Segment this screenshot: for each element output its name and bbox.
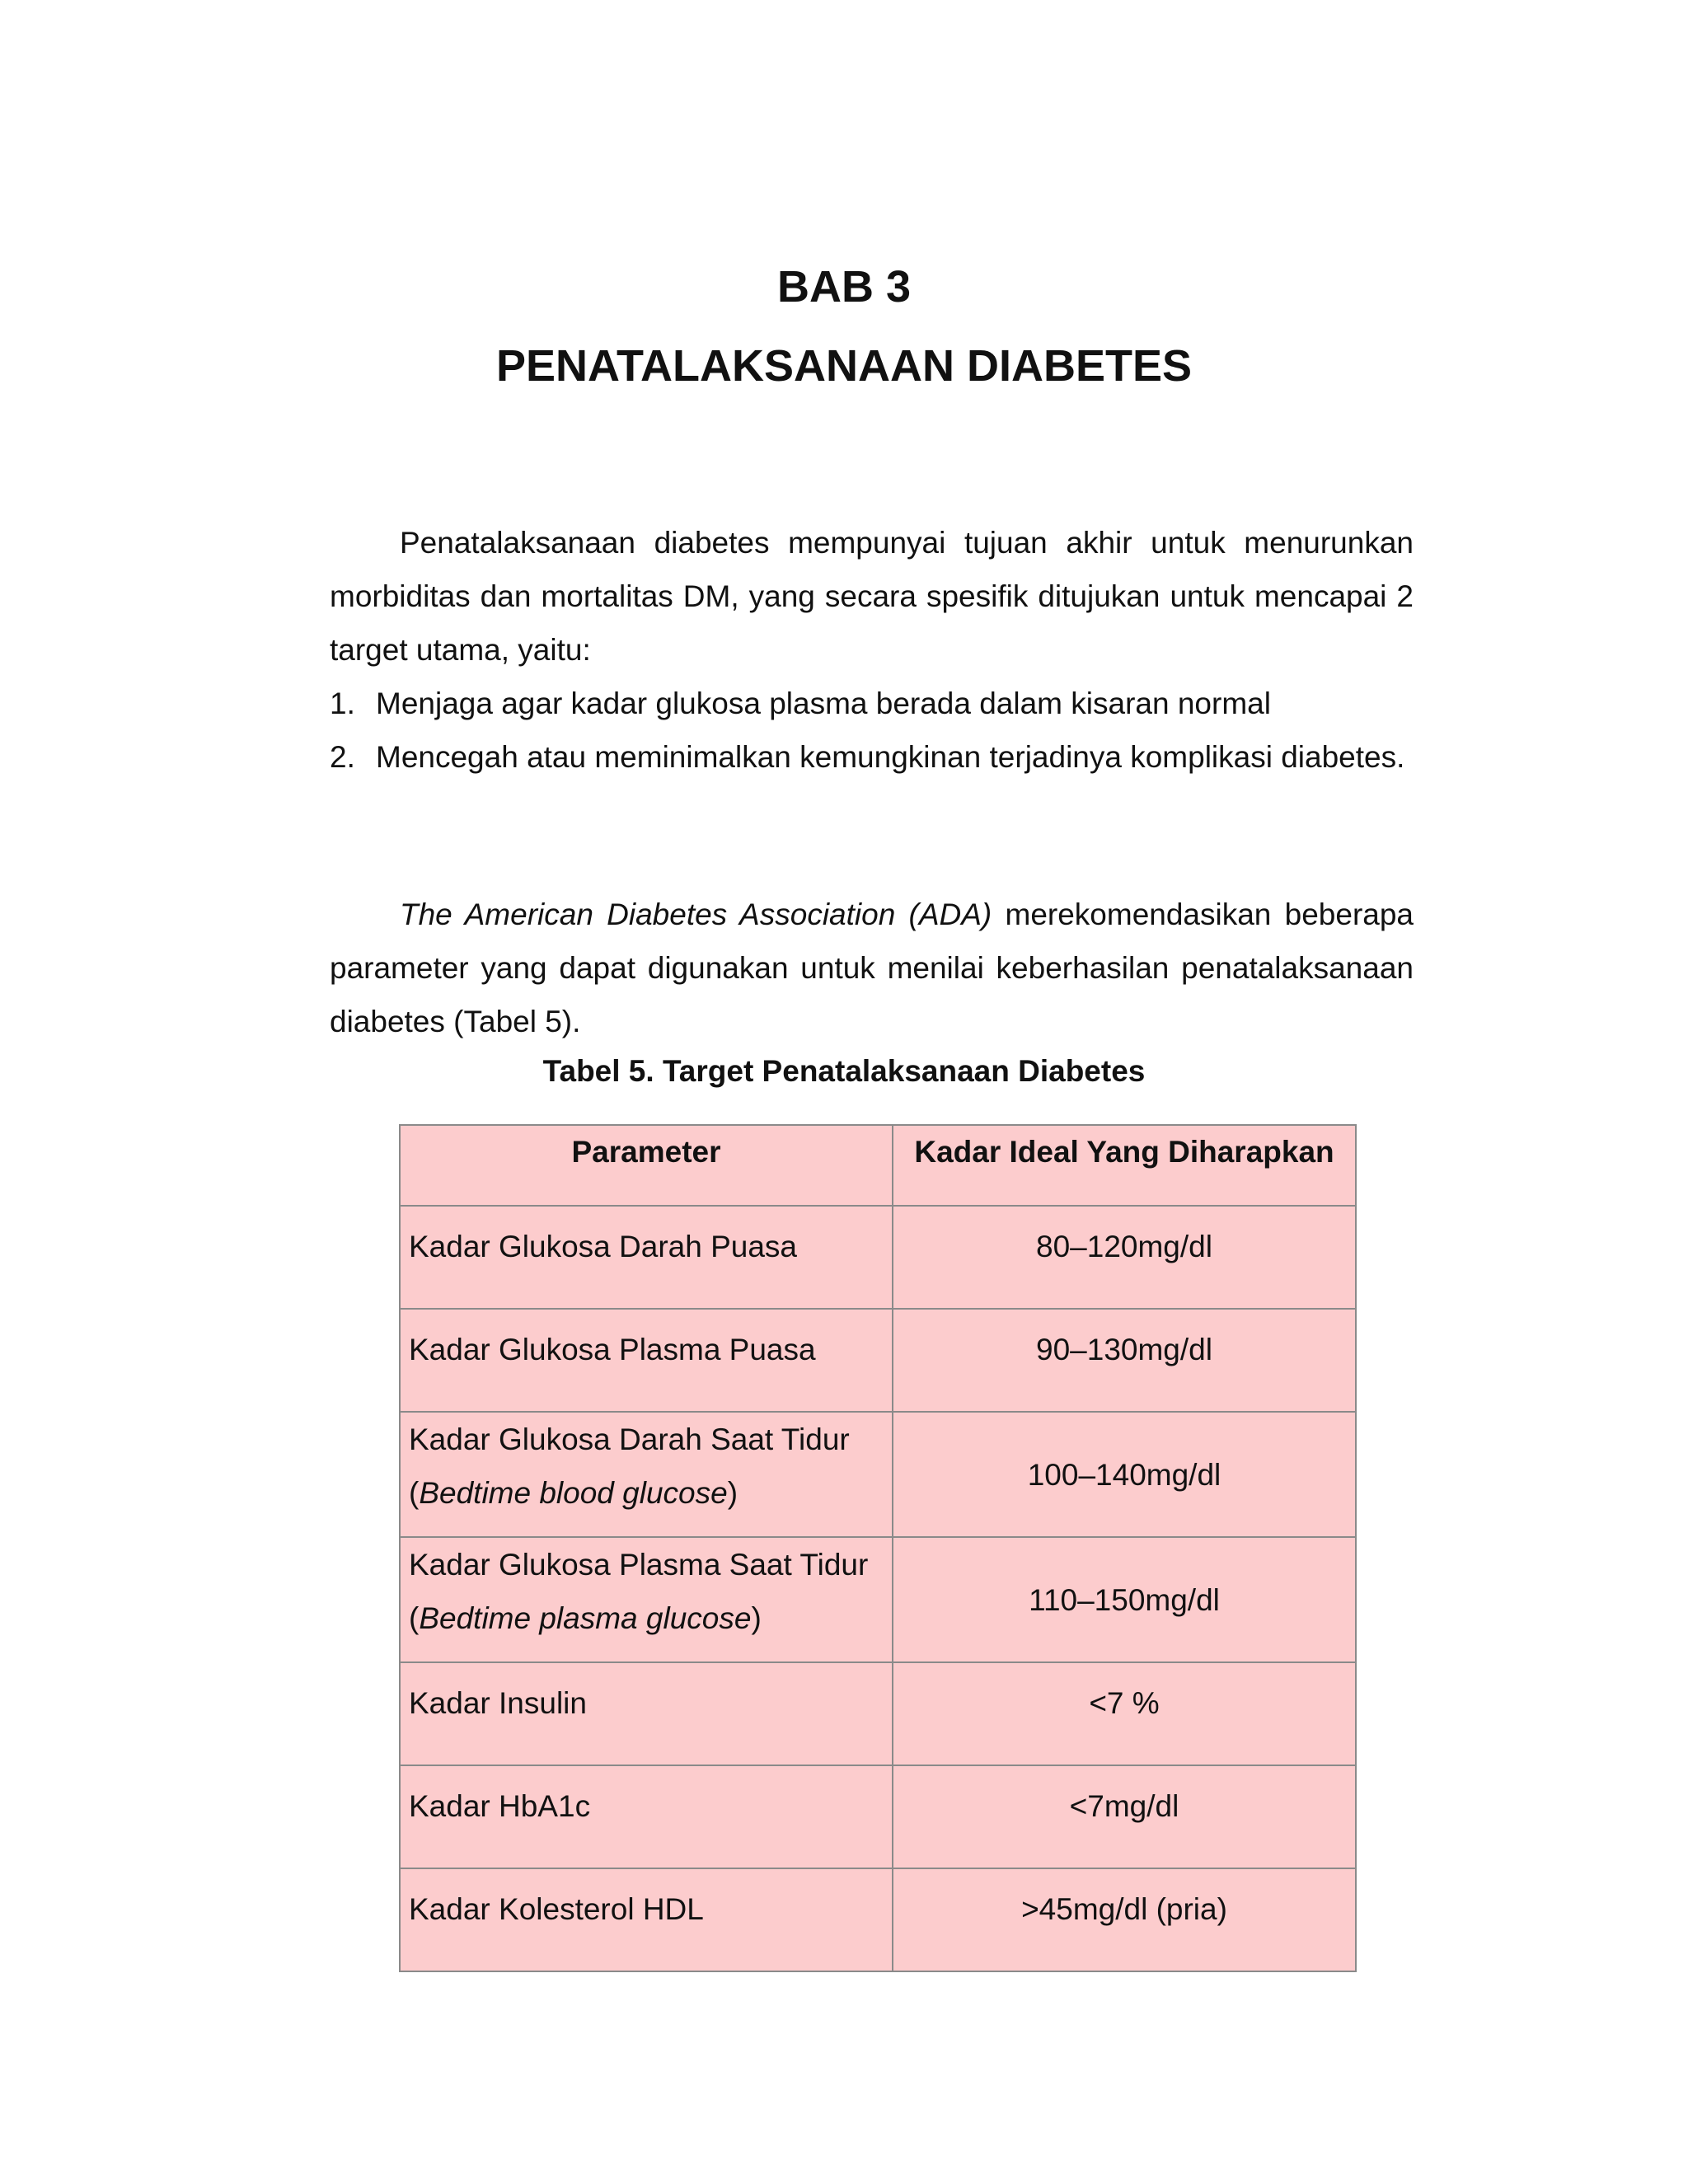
cell-parameter: Kadar Kolesterol HDL <box>400 1868 893 1971</box>
header-ideal-value: Kadar Ideal Yang Diharapkan <box>893 1125 1356 1206</box>
table-row <box>400 1868 1356 1971</box>
list-marker: 2. <box>330 740 355 774</box>
cell-parameter: Kadar Glukosa Plasma Saat Tidur (Bedtime plasma glucose) <box>400 1537 893 1662</box>
list-marker: 1. <box>330 687 355 720</box>
parameter-name: Kadar Glukosa Plasma Saat Tidur <box>409 1548 869 1582</box>
cell-value: 110–150mg/dl <box>893 1537 1356 1662</box>
cell-parameter: Kadar Glukosa Plasma Puasa <box>400 1309 893 1412</box>
cell-parameter: Kadar HbA1c <box>400 1765 893 1868</box>
table-row <box>400 1537 1356 1662</box>
cell-parameter: Kadar Insulin <box>400 1662 893 1765</box>
list-item <box>330 730 1414 784</box>
ada-italic-text: The American Diabetes Association (ADA) <box>400 898 992 931</box>
cell-value: >45mg/dl (pria) <box>893 1868 1356 1971</box>
chapter-title: PENATALAKSANAAN DIABETES <box>495 341 1192 391</box>
parameter-note: Bedtime blood glucose <box>419 1476 728 1510</box>
cell-value: 80–120mg/dl <box>893 1206 1356 1309</box>
chapter-number: BAB 3 <box>776 262 912 312</box>
cell-parameter: Kadar Glukosa Darah Saat Tidur (Bedtime blood glucose) <box>400 1412 893 1537</box>
ada-text <box>330 888 1414 1048</box>
table-header-row <box>400 1125 1356 1206</box>
table-row <box>400 1662 1356 1765</box>
parameter-name: Kadar Glukosa Darah Saat Tidur <box>409 1422 850 1456</box>
parameter-note: Bedtime plasma glucose <box>419 1601 752 1635</box>
table-row <box>400 1206 1356 1309</box>
list-item-text: Mencegah atau meminimalkan kemungkinan terjadinya komplikasi diabetes. <box>376 740 1405 774</box>
cell-parameter: Kadar Glukosa Darah Puasa <box>400 1206 893 1309</box>
cell-value: 100–140mg/dl <box>893 1412 1356 1537</box>
table-row <box>400 1765 1356 1868</box>
ada-rest-text: merekomendasikan beberapa parameter yang dapat digunakan untuk menilai keberhasilan penatalaksanaan diabetes (Tabel 5). <box>330 898 1414 1038</box>
table-row <box>400 1412 1356 1537</box>
targets-table <box>399 1124 1357 1972</box>
cell-value: 90–130mg/dl <box>893 1309 1356 1412</box>
cell-value: <7mg/dl <box>893 1765 1356 1868</box>
header-parameter: Parameter <box>400 1125 893 1206</box>
targets-list <box>330 677 1414 784</box>
intro-paragraph <box>330 516 1414 677</box>
ada-paragraph <box>330 888 1414 1048</box>
table-caption: Tabel 5. Target Penatalaksanaan Diabetes <box>542 1054 1146 1088</box>
intro-text: Penatalaksanaan diabetes mempunyai tujuan akhir untuk menurunkan morbiditas dan mortalitas DM, yang secara spesifik ditujukan untuk mencapai 2 target utama, yaitu: <box>330 526 1414 667</box>
cell-value: <7 % <box>893 1662 1356 1765</box>
list-item-text: Menjaga agar kadar glukosa plasma berada dalam kisaran normal <box>376 687 1271 720</box>
list-item <box>330 677 1414 730</box>
table-row <box>400 1309 1356 1412</box>
